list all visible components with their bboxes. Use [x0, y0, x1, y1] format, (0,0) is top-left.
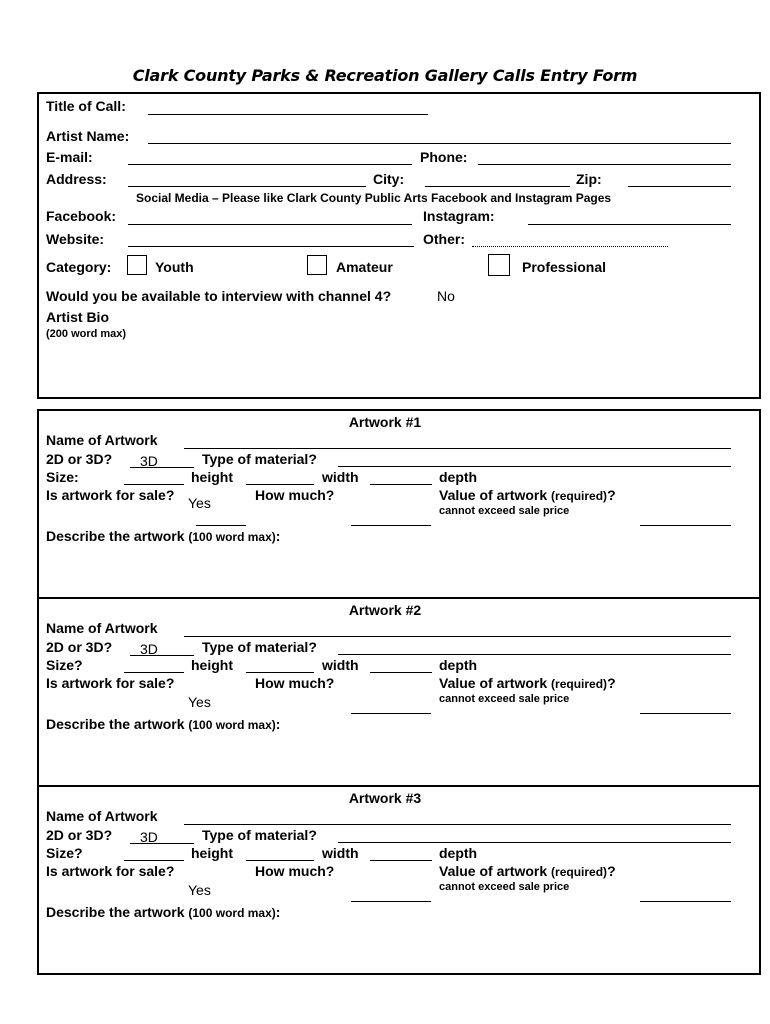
dimension-value[interactable]: 3D	[140, 829, 158, 845]
cannot-exceed-note: cannot exceed sale price	[439, 881, 570, 893]
height-field[interactable]	[246, 672, 314, 673]
email-field[interactable]	[128, 164, 412, 165]
artwork-name-label: Name of Artwork	[46, 808, 158, 824]
material-field[interactable]	[338, 842, 731, 843]
dimension-field[interactable]	[130, 655, 194, 656]
artwork-name-field[interactable]	[184, 824, 731, 825]
facebook-field[interactable]	[128, 224, 412, 225]
artwork-section-1	[0, 412, 770, 597]
other-label: Other:	[423, 231, 465, 247]
dimension-value[interactable]: 3D	[140, 453, 158, 469]
artwork-divider	[37, 597, 761, 599]
for-sale-value[interactable]: Yes	[188, 694, 211, 710]
depth-label: depth	[439, 657, 478, 673]
other-field[interactable]	[472, 246, 668, 247]
artwork-name-field[interactable]	[184, 636, 731, 637]
value-label: Value of artwork (required)?	[439, 487, 616, 503]
artwork-name-label: Name of Artwork	[46, 432, 158, 448]
height-label: height	[191, 469, 233, 485]
address-label: Address:	[46, 171, 107, 187]
size-label: Size?	[46, 657, 83, 673]
amateur-checkbox[interactable]	[307, 255, 327, 275]
form-title: Clark County Parks & Recreation Gallery Calls Entry Form	[132, 66, 638, 85]
instagram-label: Instagram:	[423, 208, 495, 224]
value-label: Value of artwork (required)?	[439, 863, 616, 879]
size-field[interactable]	[124, 860, 184, 861]
height-label: height	[191, 845, 233, 861]
cannot-exceed-note: cannot exceed sale price	[439, 693, 570, 705]
dimension-field[interactable]	[130, 843, 194, 844]
title-of-call-field[interactable]	[148, 114, 428, 115]
width-field[interactable]	[370, 860, 432, 861]
size-label: Size:	[46, 469, 79, 485]
how-much-label: How much?	[255, 863, 335, 879]
height-field[interactable]	[246, 860, 314, 861]
material-label: Type of material?	[202, 639, 317, 655]
website-label: Website:	[46, 231, 105, 247]
value-field[interactable]	[640, 525, 731, 526]
for-sale-field[interactable]	[196, 525, 246, 526]
artwork-heading: Artwork #2	[348, 602, 422, 618]
artwork-section-2	[0, 600, 770, 785]
artwork-heading: Artwork #1	[348, 414, 422, 430]
width-label: width	[322, 845, 359, 861]
artwork-name-label: Name of Artwork	[46, 620, 158, 636]
dimension-label: 2D or 3D?	[46, 451, 113, 467]
amateur-label: Amateur	[336, 259, 393, 275]
describe-label: Describe the artwork (100 word max):	[46, 528, 281, 544]
category-label: Category:	[46, 259, 112, 275]
height-field[interactable]	[246, 484, 314, 485]
value-field[interactable]	[640, 901, 731, 902]
phone-label: Phone:	[420, 149, 468, 165]
height-label: height	[191, 657, 233, 673]
interview-answer[interactable]: No	[437, 288, 455, 304]
material-label: Type of material?	[202, 827, 317, 843]
dimension-value[interactable]: 3D	[140, 641, 158, 657]
cannot-exceed-note: cannot exceed sale price	[439, 505, 570, 517]
artwork-name-field[interactable]	[184, 448, 731, 449]
for-sale-label: Is artwork for sale?	[46, 487, 175, 503]
artist-bio-note: (200 word max)	[46, 328, 127, 340]
zip-field[interactable]	[628, 186, 731, 187]
for-sale-label: Is artwork for sale?	[46, 863, 175, 879]
dimension-label: 2D or 3D?	[46, 827, 113, 843]
for-sale-label: Is artwork for sale?	[46, 675, 175, 691]
professional-label: Professional	[522, 259, 607, 275]
artwork-heading: Artwork #3	[348, 790, 422, 806]
email-label: E-mail:	[46, 149, 93, 165]
size-field[interactable]	[124, 672, 184, 673]
width-label: width	[322, 657, 359, 673]
social-media-note: Social Media – Please like Clark County Public Arts Facebook and Instagram Pages	[136, 191, 612, 205]
material-label: Type of material?	[202, 451, 317, 467]
for-sale-value[interactable]: Yes	[188, 882, 211, 898]
title-of-call-label: Title of Call:	[46, 98, 126, 114]
zip-label: Zip:	[576, 171, 602, 187]
interview-question: Would you be available to interview with channel 4?	[46, 288, 392, 304]
size-field[interactable]	[124, 484, 184, 485]
professional-checkbox[interactable]	[488, 254, 510, 276]
width-field[interactable]	[370, 484, 432, 485]
how-much-field[interactable]	[351, 713, 431, 714]
describe-label: Describe the artwork (100 word max):	[46, 904, 281, 920]
address-field[interactable]	[128, 186, 366, 187]
artwork-divider	[37, 785, 761, 787]
size-label: Size?	[46, 845, 83, 861]
facebook-label: Facebook:	[46, 208, 117, 224]
width-label: width	[322, 469, 359, 485]
phone-field[interactable]	[478, 164, 731, 165]
how-much-field[interactable]	[351, 901, 431, 902]
artwork-section-3	[0, 788, 770, 973]
value-field[interactable]	[640, 713, 731, 714]
how-much-label: How much?	[255, 487, 335, 503]
artist-name-label: Artist Name:	[46, 128, 130, 144]
city-field[interactable]	[425, 186, 570, 187]
for-sale-value[interactable]: Yes	[188, 495, 211, 511]
describe-label: Describe the artwork (100 word max):	[46, 716, 281, 732]
artist-bio-label: Artist Bio	[46, 309, 109, 325]
width-field[interactable]	[370, 672, 432, 673]
youth-checkbox[interactable]	[127, 255, 147, 275]
dimension-label: 2D or 3D?	[46, 639, 113, 655]
depth-label: depth	[439, 469, 478, 485]
instagram-field[interactable]	[528, 224, 731, 225]
city-label: City:	[373, 171, 405, 187]
artist-name-field[interactable]	[148, 143, 731, 144]
material-field[interactable]	[338, 654, 731, 655]
depth-label: depth	[439, 845, 478, 861]
website-field[interactable]	[128, 246, 414, 247]
material-field[interactable]	[338, 466, 731, 467]
value-label: Value of artwork (required)?	[439, 675, 616, 691]
dimension-field[interactable]	[130, 467, 194, 468]
how-much-field[interactable]	[351, 525, 431, 526]
youth-label: Youth	[155, 259, 194, 275]
how-much-label: How much?	[255, 675, 335, 691]
